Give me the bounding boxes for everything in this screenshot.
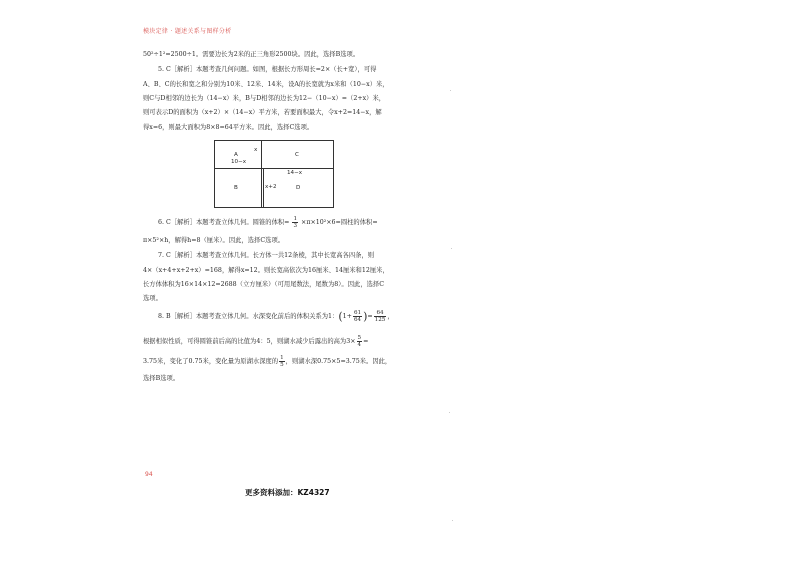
figure-label-a-width: 10−x [231, 159, 247, 165]
text-line-3: A、B、C的长和宽之和分别为10米、12米、14米，设A的长宽就为x米和（10−x）米， [143, 81, 389, 88]
text-line-8: π×5²×h，解得h=8（厘米）。因此，选择C选项。 [143, 237, 285, 244]
figure-label-d: D [296, 185, 301, 191]
figure-label-d-width: 14−x [287, 170, 303, 176]
text-line-1: 50²÷1²=2500÷1。需要边长为2米的正三角形2500块。因此，选择B选项。 [143, 51, 360, 58]
text-line-2: 5. C［解析］本题考查几何问题。如图，根据长方形周长=2×（长+宽），可得 [158, 66, 377, 73]
fraction-five-fourths: $\frac{5}{4}$ [357, 335, 362, 348]
text-line-10: 4×（x+4+x+2+x）=168，解得x=12。则长宽高依次为16厘米、14厘米和12厘米， [143, 267, 389, 274]
text-line-12: 选项。 [143, 295, 162, 302]
figure-horizontal-divider [215, 168, 333, 169]
scan-speck [449, 412, 450, 413]
figure-label-x: x [254, 147, 258, 153]
text-line-7-end: ×π×10²×6=圆柱的体积= [301, 219, 378, 226]
footer-note: 更多资料添加：KZ4327 [245, 488, 330, 497]
fraction-sixty-one-over-sixty-four: $\frac{61}{64}$ [353, 310, 362, 323]
text-line-16: 选择B选项。 [143, 375, 180, 382]
text-line-6: 得x=6，则最大面积为8×8=64平方米。因此，选择C选项。 [143, 124, 314, 131]
page-header: 模块定律 · 题述关系与图样分析 [143, 28, 232, 35]
fraction-one-fifth: $\frac{1}{5}$ [280, 355, 284, 368]
scan-speck [451, 248, 452, 249]
page-number: 94 [145, 471, 153, 478]
text-line-9: 7. C［解析］本题考查立体几何。长方体一共12条棱，其中长宽高各四条，则 [158, 252, 375, 259]
text-line-7 [158, 216, 378, 229]
rectangle-figure [214, 140, 334, 208]
text-line-11: 长方体体积为16×14×12=2688（立方厘米）（可用尾数法，尾数为8）。因此，选择C [143, 281, 385, 288]
figure-vertical-divider-bottom [263, 168, 264, 207]
fraction-volume-ratio: $\frac{64}{125}$ [374, 310, 386, 323]
figure-label-c: C [295, 152, 299, 158]
text-line-14: 根据相似性质，可得圆锥前后高的比值为4：5，则湖水减少后露出的高为3× $\frac{5}{4}$ = [143, 335, 369, 348]
text-line-5: 则可表示D的面积为（x+2）×（14−x）平方米，若要面积最大，令x+2=14−x，解 [143, 109, 382, 116]
text-line-4: 则C与D相邻的边长为（14−x）米，B与D相邻的边长为12−（10−x）=（2+x）米， [143, 95, 386, 102]
figure-label-d-height: x+2 [265, 184, 277, 190]
text-line-13: 8. B［解析］本题考查立体几何。水深变化前后的体积关系为1：(1+ $\frac{61}{64}$ )= $\frac{64}{125}$ ， [158, 310, 394, 323]
fraction-one-third: $\frac{1}{3}$ [293, 216, 298, 229]
figure-label-a: A [234, 152, 238, 158]
figure-vertical-divider-top [261, 141, 262, 207]
scan-speck [450, 90, 451, 91]
text-line-7-start: 6. C［解析］本题考查立体几何。圆锥的体积= [158, 219, 290, 226]
figure-label-b: B [234, 185, 238, 191]
text-line-15: 3.75米，变化了0.75米，变化量为原湖水深度的 $\frac{1}{5}$ ，则湖水深0.75×5=3.75米。因此， [143, 355, 392, 368]
scan-speck [452, 520, 453, 521]
